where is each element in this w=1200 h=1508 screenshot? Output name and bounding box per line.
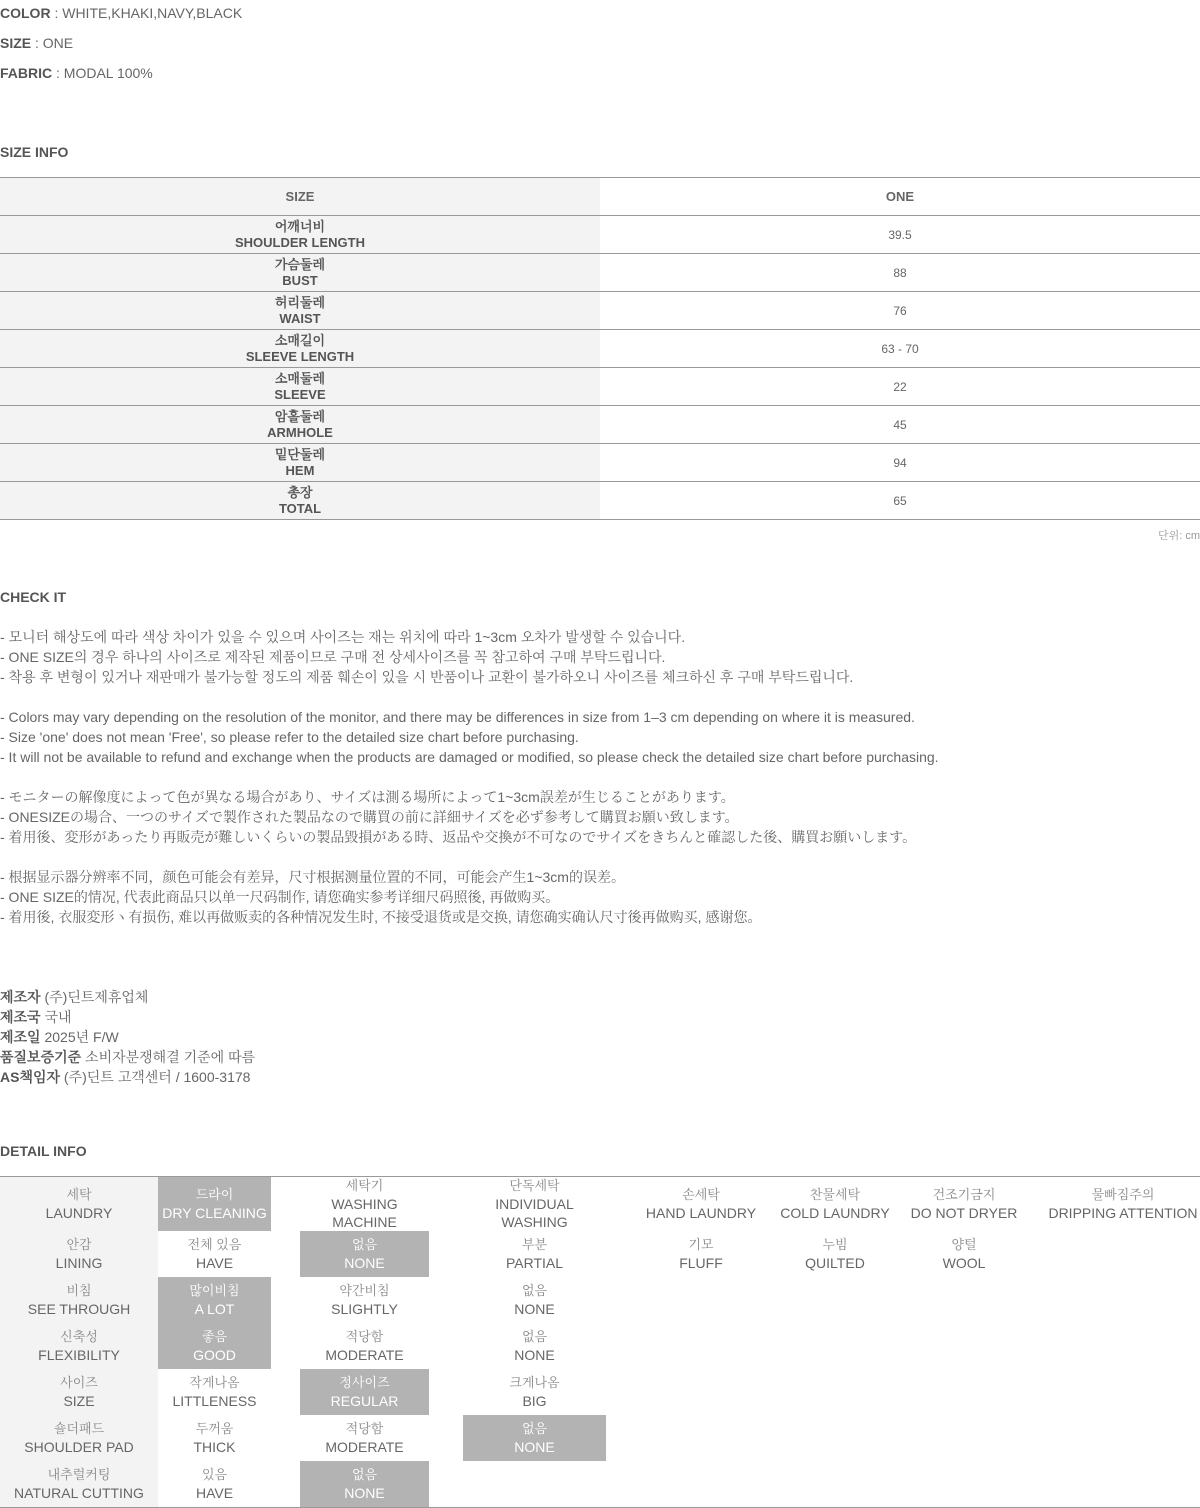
spec-label: COLOR: [0, 5, 51, 21]
detail-spacer: [898, 1415, 906, 1461]
spec-value: MODAL 100%: [63, 65, 153, 81]
size-row-value: 22: [600, 368, 1200, 406]
detail-option-en: DO NOT DRYER: [910, 1205, 1018, 1221]
detail-option-en: MODERATE: [325, 1347, 404, 1363]
check-it-line: - モニターの解像度によって色が異なる場合があり、サイズは測る場所によって1~3cm誤差が生じることがあります。: [0, 789, 735, 805]
detail-head-en: NATURAL CUTTING: [14, 1485, 144, 1501]
detail-option-ko: 세탁기: [345, 1178, 384, 1193]
spec-value: WHITE,KHAKI,NAVY,BLACK: [62, 5, 243, 21]
detail-option: [1036, 1323, 1200, 1369]
size-row-label: [0, 368, 600, 406]
detail-option-en: DRIPPING ATTENTION: [1048, 1205, 1198, 1221]
size-row: [0, 292, 1200, 330]
size-row-label: [0, 216, 600, 254]
size-row-value: 76: [600, 292, 1200, 330]
detail-spacer: [606, 1415, 638, 1461]
detail-option: [772, 1415, 898, 1461]
detail-option-en: COLD LAUNDRY: [780, 1205, 890, 1221]
detail-spacer: [271, 1415, 300, 1461]
detail-row: [0, 1231, 1200, 1277]
detail-option: [463, 1369, 606, 1415]
detail-spacer: [764, 1461, 772, 1508]
detail-option: [1036, 1369, 1200, 1415]
detail-option: [300, 1277, 429, 1323]
detail-spacer: [271, 1177, 300, 1232]
size-row: [0, 482, 1200, 520]
detail-option-ko: 정사이즈: [339, 1375, 390, 1390]
size-row-label: [0, 330, 600, 368]
size-label-ko: 어깨너비: [274, 218, 326, 234]
size-table: [0, 177, 1200, 520]
detail-option: [1036, 1177, 1200, 1232]
detail-option: [300, 1415, 429, 1461]
detail-option-ko: 기모: [688, 1237, 714, 1252]
detail-option: [772, 1231, 898, 1277]
detail-row-head: [0, 1369, 158, 1415]
detail-option-ko: 부분: [521, 1237, 548, 1252]
detail-option-en: QUILTED: [805, 1255, 865, 1271]
manufacturer-line: [0, 1007, 72, 1027]
detail-option-ko: 두꺼움: [195, 1421, 234, 1436]
detail-option-ko: 건조기금지: [932, 1187, 996, 1202]
manufacturer-value: 2025년 F/W: [44, 1029, 119, 1045]
check-it-line: - 모니터 해상도에 따라 색상 차이가 있을 수 있으며 사이즈는 재는 위치에 따라 1~3cm 오차가 발생할 수 있습니다.: [0, 629, 686, 645]
size-label-en: HEM: [285, 462, 315, 478]
manufacturer-line: [0, 1047, 255, 1067]
spec-separator: :: [50, 5, 63, 21]
detail-row: [0, 1461, 1200, 1508]
detail-option-ko: 없음: [521, 1421, 548, 1436]
detail-spacer: [764, 1177, 772, 1232]
size-table-header: [0, 178, 1200, 216]
detail-head-ko: 안감: [66, 1237, 92, 1252]
detail-spacer: [764, 1369, 772, 1415]
size-row-label: [0, 444, 600, 482]
detail-spacer: [764, 1415, 772, 1461]
size-row-value: 94: [600, 444, 1200, 482]
detail-option-en: GOOD: [193, 1347, 236, 1363]
detail-option-en: LITTLENESS: [172, 1393, 257, 1409]
detail-spacer: [606, 1231, 638, 1277]
detail-spacer: [606, 1323, 638, 1369]
detail-option-en: MODERATE: [325, 1439, 404, 1455]
detail-option: [638, 1231, 764, 1277]
detail-spacer: [898, 1369, 906, 1415]
detail-spacer: [898, 1277, 906, 1323]
detail-option-ko: 적당함: [345, 1421, 384, 1436]
manufacturer-label: 제조자: [0, 989, 41, 1005]
size-label-ko: 암홀둘레: [274, 408, 326, 424]
detail-spacer: [606, 1461, 638, 1508]
detail-spacer: [1022, 1461, 1036, 1508]
detail-option: [1036, 1231, 1200, 1277]
size-row-label: [0, 292, 600, 330]
size-row: [0, 444, 1200, 482]
detail-spacer: [898, 1323, 906, 1369]
detail-option-en: PARTIAL: [505, 1255, 564, 1271]
detail-option: [1036, 1461, 1200, 1508]
detail-row-head: [0, 1277, 158, 1323]
detail-option-ko: 전체 있음: [187, 1237, 242, 1252]
manufacturer-value: 소비자분쟁해결 기준에 따름: [85, 1049, 256, 1065]
detail-row-head: [0, 1415, 158, 1461]
detail-spacer: [429, 1461, 463, 1508]
size-row: [0, 254, 1200, 292]
detail-spacer: [606, 1369, 638, 1415]
detail-row-head: [0, 1177, 158, 1232]
detail-option: [772, 1369, 898, 1415]
detail-option: [463, 1323, 606, 1369]
detail-option: [906, 1177, 1022, 1232]
spec-size: [0, 33, 73, 53]
check-it-line: - ONESIZEの場合、一つのサイズで製作された製品なので購買の前に詳細サイズを必ず参考して購買お願い致します。: [0, 809, 739, 825]
manufacturer-label: AS책임자: [0, 1069, 61, 1085]
detail-option-ko: 단독세탁: [509, 1178, 560, 1193]
detail-option: [158, 1231, 271, 1277]
detail-head-en: LAUNDRY: [45, 1205, 113, 1221]
size-row-label: [0, 406, 600, 444]
spec-color: [0, 3, 242, 23]
detail-option-en: NONE: [344, 1485, 385, 1501]
detail-option-en: NONE: [344, 1255, 385, 1271]
detail-spacer: [898, 1177, 906, 1232]
detail-spacer: [1022, 1231, 1036, 1277]
detail-spacer: [898, 1461, 906, 1508]
detail-spacer: [898, 1231, 906, 1277]
detail-head-en: LINING: [55, 1255, 103, 1271]
detail-option: [300, 1177, 429, 1232]
detail-spacer: [606, 1277, 638, 1323]
check-it-line: - It will not be available to refund and exchange when the products are damaged or modified, so please check the detailed size chart before purchasing.: [0, 749, 939, 765]
detail-option-ko: 많이비침: [189, 1283, 240, 1298]
detail-spacer: [271, 1369, 300, 1415]
manufacturer-line: [0, 1027, 119, 1047]
spec-label: FABRIC: [0, 65, 53, 81]
detail-head-en: FLEXIBILITY: [38, 1347, 120, 1363]
check-it-line: - Colors may vary depending on the resolution of the monitor, and there may be differences in size from 1–3 cm depending on where it is measured.: [0, 709, 915, 725]
size-label-en: WAIST: [279, 310, 321, 326]
spec-separator: :: [31, 35, 43, 51]
detail-option: [906, 1277, 1022, 1323]
detail-option: [463, 1231, 606, 1277]
detail-row-head: [0, 1231, 158, 1277]
detail-option-ko: 적당함: [345, 1329, 384, 1344]
size-header-value: ONE: [600, 178, 1200, 216]
detail-option-ko: 크게나옴: [509, 1375, 560, 1390]
detail-spacer: [429, 1231, 463, 1277]
size-row: [0, 216, 1200, 254]
unit-note: 단위: cm: [1157, 530, 1200, 542]
detail-option-en: WOOL: [942, 1255, 986, 1271]
size-row-value: 63 - 70: [600, 330, 1200, 368]
detail-spacer: [271, 1461, 300, 1508]
check-it-line: - 根据显示器分辨率不同，颜色可能会有差异，尺寸根据测量位置的不同，可能会产生1~3cm的误差。: [0, 869, 625, 885]
spec-value: ONE: [42, 35, 74, 51]
detail-row: [0, 1177, 1200, 1232]
detail-option-en: HAND LAUNDRY: [645, 1205, 757, 1221]
detail-head-ko: 숄더패드: [53, 1421, 105, 1436]
detail-spacer: [429, 1323, 463, 1369]
detail-head-en: SIZE: [63, 1393, 95, 1409]
size-label-en: TOTAL: [278, 500, 322, 516]
detail-option-en: NONE: [514, 1439, 555, 1455]
size-label-ko: 총장: [287, 484, 313, 500]
detail-spacer: [764, 1323, 772, 1369]
detail-option-ko: 없음: [521, 1329, 548, 1344]
detail-spacer: [429, 1369, 463, 1415]
detail-spacer: [1022, 1177, 1036, 1232]
detail-option-ko: 없음: [521, 1283, 548, 1298]
detail-option-en: REGULAR: [330, 1393, 399, 1409]
detail-option: [638, 1323, 764, 1369]
detail-spacer: [271, 1277, 300, 1323]
size-label-en: ARMHOLE: [267, 424, 333, 440]
check-it-line: - ONE SIZE的情况, 代表此商品只以单一尺码制作, 请您确实参考详细尺码照後, 再做购买。: [0, 889, 560, 905]
manufacturer-label: 품질보증기준: [0, 1049, 82, 1065]
detail-option-en: FLUFF: [679, 1255, 723, 1271]
detail-option-en: NONE: [514, 1347, 555, 1363]
detail-option: [772, 1277, 898, 1323]
detail-option: [906, 1231, 1022, 1277]
spec-separator: :: [52, 65, 64, 81]
detail-option-ko: 있음: [201, 1467, 228, 1482]
check-it-line: - ONE SIZE의 경우 하나의 사이즈로 제작된 제품이므로 구매 전 상세사이즈를 꼭 참고하여 구매 부탁드립니다.: [0, 649, 666, 665]
check-it-line: - 착용 후 변형이 있거나 재판매가 불가능할 정도의 제품 훼손이 있을 시 반품이나 교환이 불가하오니 사이즈를 체크하신 후 구매 부탁드립니다.: [0, 669, 854, 685]
manufacturer-line: [0, 987, 148, 1007]
detail-spacer: [271, 1323, 300, 1369]
detail-option-selected: [158, 1277, 271, 1323]
detail-head-ko: 비침: [66, 1283, 92, 1298]
detail-option-selected: [300, 1369, 429, 1415]
size-label-ko: 허리둘레: [274, 294, 326, 310]
detail-row: [0, 1415, 1200, 1461]
detail-option-ko: 물빠짐주의: [1091, 1187, 1155, 1202]
size-row-label: [0, 254, 600, 292]
detail-row-head: [0, 1323, 158, 1369]
check-it-line: - 着用後、変形があったり再販売が難しいくらいの製品毀損がある時、返品や交換が不可なのでサイズをきちんと確認した後、購買お願いします。: [0, 829, 917, 845]
manufacturer-label: 제조국: [0, 1009, 41, 1025]
detail-head-en: SHOULDER PAD: [24, 1439, 134, 1455]
detail-option-en: THICK: [193, 1439, 236, 1455]
detail-option-ko: 없음: [351, 1237, 378, 1252]
detail-option: [906, 1461, 1022, 1508]
detail-option-en: HAVE: [195, 1255, 234, 1271]
detail-option-en: INDIVIDUAL WASHING: [495, 1196, 574, 1230]
detail-option: [906, 1323, 1022, 1369]
size-row-value: 88: [600, 254, 1200, 292]
spec-label: SIZE: [0, 35, 32, 51]
detail-row: [0, 1277, 1200, 1323]
detail-option-ko: 드라이: [195, 1187, 234, 1202]
detail-option-en: DRY CLEANING: [162, 1205, 267, 1221]
detail-option: [906, 1415, 1022, 1461]
size-label-en: SLEEVE LENGTH: [245, 348, 355, 364]
detail-row-head: [0, 1461, 158, 1508]
detail-option-selected: [158, 1323, 271, 1369]
check-it-line: - Size 'one' does not mean 'Free', so please refer to the detailed size chart before purchasing.: [0, 729, 579, 745]
check-it-title: CHECK IT: [0, 589, 67, 605]
detail-spacer: [606, 1177, 638, 1232]
detail-head-ko: 세탁: [66, 1187, 92, 1202]
size-row-value: 65: [600, 482, 1200, 520]
size-row-label: [0, 482, 600, 520]
detail-option: [300, 1323, 429, 1369]
detail-spacer: [271, 1231, 300, 1277]
detail-option-en: NONE: [514, 1301, 555, 1317]
detail-option: [772, 1461, 898, 1508]
detail-option-ko: 작게나옴: [189, 1375, 240, 1390]
size-label-en: SLEEVE: [274, 386, 326, 402]
detail-option: [772, 1177, 898, 1232]
detail-option-en: BIG: [522, 1393, 547, 1409]
detail-option: [1036, 1277, 1200, 1323]
manufacturer-value: (주)딘트제휴업체: [44, 989, 149, 1005]
detail-spacer: [1022, 1277, 1036, 1323]
size-label-ko: 소매둘레: [274, 370, 326, 386]
detail-head-ko: 사이즈: [60, 1375, 98, 1390]
size-label-ko: 밑단둘레: [274, 446, 326, 462]
detail-option-ko: 약간비침: [339, 1283, 390, 1298]
size-row: [0, 368, 1200, 406]
size-row-value: 45: [600, 406, 1200, 444]
detail-option-en: HAVE: [195, 1485, 234, 1501]
detail-option-en: SLIGHTLY: [331, 1301, 398, 1317]
size-label-en: BUST: [282, 272, 318, 288]
detail-info-title: DETAIL INFO: [0, 1143, 87, 1159]
detail-head-ko: 신축성: [60, 1329, 98, 1344]
detail-option: [1036, 1415, 1200, 1461]
manufacturer-line: [0, 1067, 250, 1087]
detail-table: [0, 1176, 1200, 1508]
size-label-en: SHOULDER LENGTH: [235, 234, 365, 250]
detail-spacer: [764, 1231, 772, 1277]
size-label-ko: 가슴둘레: [274, 256, 326, 272]
manufacturer-value: (주)딘트 고객센터 / 1600-3178: [63, 1069, 251, 1085]
detail-option: [638, 1277, 764, 1323]
detail-option-ko: 좋음: [201, 1329, 228, 1344]
detail-option: [158, 1415, 271, 1461]
detail-option-en: A LOT: [194, 1301, 235, 1317]
detail-row: [0, 1323, 1200, 1369]
detail-option-selected: [158, 1177, 271, 1232]
detail-spacer: [429, 1277, 463, 1323]
detail-option: [463, 1177, 606, 1232]
detail-option-selected: [300, 1231, 429, 1277]
detail-option: [158, 1461, 271, 1508]
detail-option: [772, 1323, 898, 1369]
size-header-label: SIZE: [0, 178, 600, 216]
detail-option: [463, 1461, 606, 1508]
detail-option-ko: 없음: [351, 1467, 378, 1482]
detail-option-ko: 양털: [951, 1237, 977, 1252]
detail-option: [638, 1177, 764, 1232]
detail-option-ko: 손세탁: [682, 1187, 720, 1202]
detail-row: [0, 1369, 1200, 1415]
size-row: [0, 330, 1200, 368]
detail-option: [638, 1369, 764, 1415]
detail-spacer: [1022, 1369, 1036, 1415]
detail-spacer: [429, 1177, 463, 1232]
detail-option-selected: [300, 1461, 429, 1508]
size-row-value: 39.5: [600, 216, 1200, 254]
detail-option: [906, 1369, 1022, 1415]
check-it-line: - 着用後, 衣服変形ヽ有损伤, 难以再做贩卖的各种情况发生时, 不接受退货或是交换, 请您确实确认尺寸後再做购买, 感谢您。: [0, 909, 762, 925]
spec-fabric: [0, 63, 153, 83]
detail-option-ko: 누빔: [822, 1237, 848, 1252]
manufacturer-label: 제조일: [0, 1029, 41, 1045]
size-row: [0, 406, 1200, 444]
size-info-title: SIZE INFO: [0, 144, 69, 160]
detail-option: [638, 1461, 764, 1508]
detail-option: [158, 1369, 271, 1415]
detail-head-ko: 내추럴커팅: [47, 1467, 111, 1482]
detail-option-selected: [463, 1415, 606, 1461]
detail-spacer: [1022, 1323, 1036, 1369]
size-label-ko: 소매길이: [274, 332, 326, 348]
detail-head-en: SEE THROUGH: [27, 1301, 131, 1317]
detail-option: [463, 1277, 606, 1323]
detail-spacer: [764, 1277, 772, 1323]
detail-spacer: [429, 1415, 463, 1461]
detail-option-ko: 찬물세탁: [809, 1187, 861, 1202]
detail-option-en: WASHING MACHINE: [331, 1196, 398, 1230]
detail-spacer: [1022, 1415, 1036, 1461]
detail-option: [638, 1415, 764, 1461]
manufacturer-value: 국내: [44, 1009, 72, 1025]
